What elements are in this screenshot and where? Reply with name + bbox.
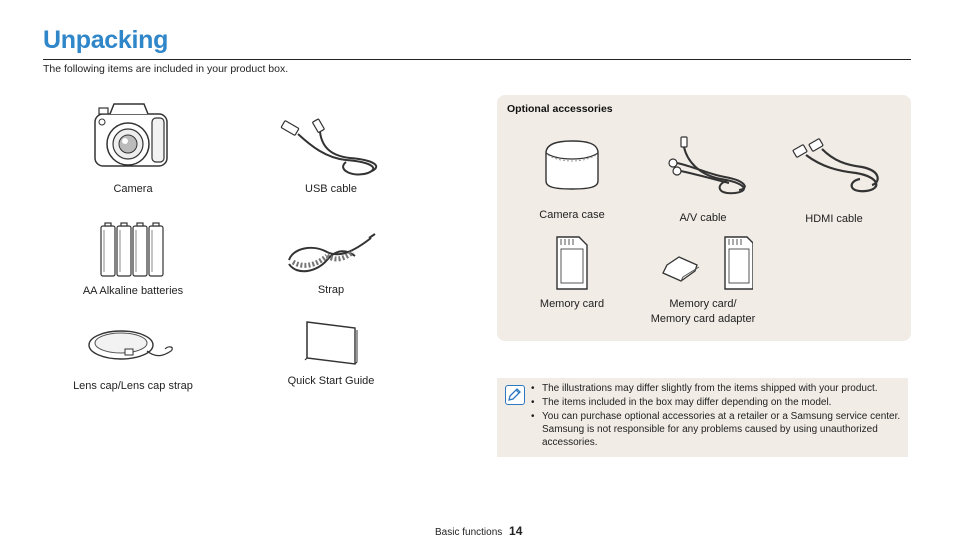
- item-label: Quick Start Guide: [287, 375, 375, 387]
- page-title: Unpacking: [43, 26, 169, 54]
- opt-item-memory-card: [507, 235, 637, 312]
- memory-card-adapter-icon: [653, 235, 753, 291]
- batteries-icon: [97, 222, 169, 278]
- av-cable-icon: [655, 135, 751, 195]
- notes-list: [531, 382, 903, 450]
- strap-icon: [283, 232, 379, 278]
- intro-text: The following items are included in your product box.: [43, 63, 289, 75]
- item-strap: [231, 232, 431, 298]
- page-footer: [435, 524, 522, 538]
- item-label: HDMI cable: [805, 213, 863, 225]
- item-label: AA Alkaline batteries: [82, 285, 184, 297]
- item-camera: [33, 100, 233, 197]
- note-item: • The illustrations may differ slightly from the items shipped with your product.: [531, 382, 903, 395]
- lens-cap-icon: [85, 325, 181, 365]
- optional-accessories-panel: [497, 95, 911, 341]
- item-label-line2: Memory card adapter: [650, 313, 756, 325]
- memory-card-icon: [555, 235, 589, 291]
- opt-item-memory-card-adapter: [638, 235, 768, 327]
- note-item: • You can purchase optional accessories at a retailer or a Samsung service center. Samsung is not responsible for any problems caused by using unauthorized accessories.: [531, 410, 903, 449]
- item-label: Memory card: [539, 298, 605, 310]
- item-label: USB cable: [305, 183, 357, 195]
- item-label-line1: Memory card/: [669, 298, 737, 310]
- item-label: Camera: [113, 183, 153, 195]
- page-number: 14: [509, 524, 523, 538]
- optional-accessories-title: Optional accessories: [507, 103, 613, 115]
- item-lens-cap: [33, 325, 233, 394]
- opt-item-hdmi-cable: [769, 137, 899, 227]
- usb-cable-icon: [276, 118, 386, 178]
- item-usb-cable: [231, 118, 431, 197]
- title-divider: [43, 59, 911, 60]
- item-batteries: [33, 222, 233, 299]
- opt-item-camera-case: [507, 139, 637, 223]
- item-guide: [231, 318, 431, 389]
- item-label: A/V cable: [679, 212, 727, 224]
- camera-case-icon: [540, 139, 604, 191]
- notes-panel: [497, 378, 908, 457]
- item-label: Strap: [317, 284, 345, 296]
- item-label: Camera case: [539, 209, 605, 221]
- guide-book-icon: [301, 318, 361, 366]
- opt-item-av-cable: [638, 135, 768, 226]
- note-item: • The items included in the box may differ depending on the model.: [531, 396, 903, 409]
- hdmi-cable-icon: [786, 137, 882, 195]
- note-pencil-icon: [505, 385, 525, 405]
- camera-icon: [90, 100, 176, 172]
- footer-section: Basic functions: [435, 527, 503, 538]
- item-label: Lens cap/Lens cap strap: [73, 380, 193, 392]
